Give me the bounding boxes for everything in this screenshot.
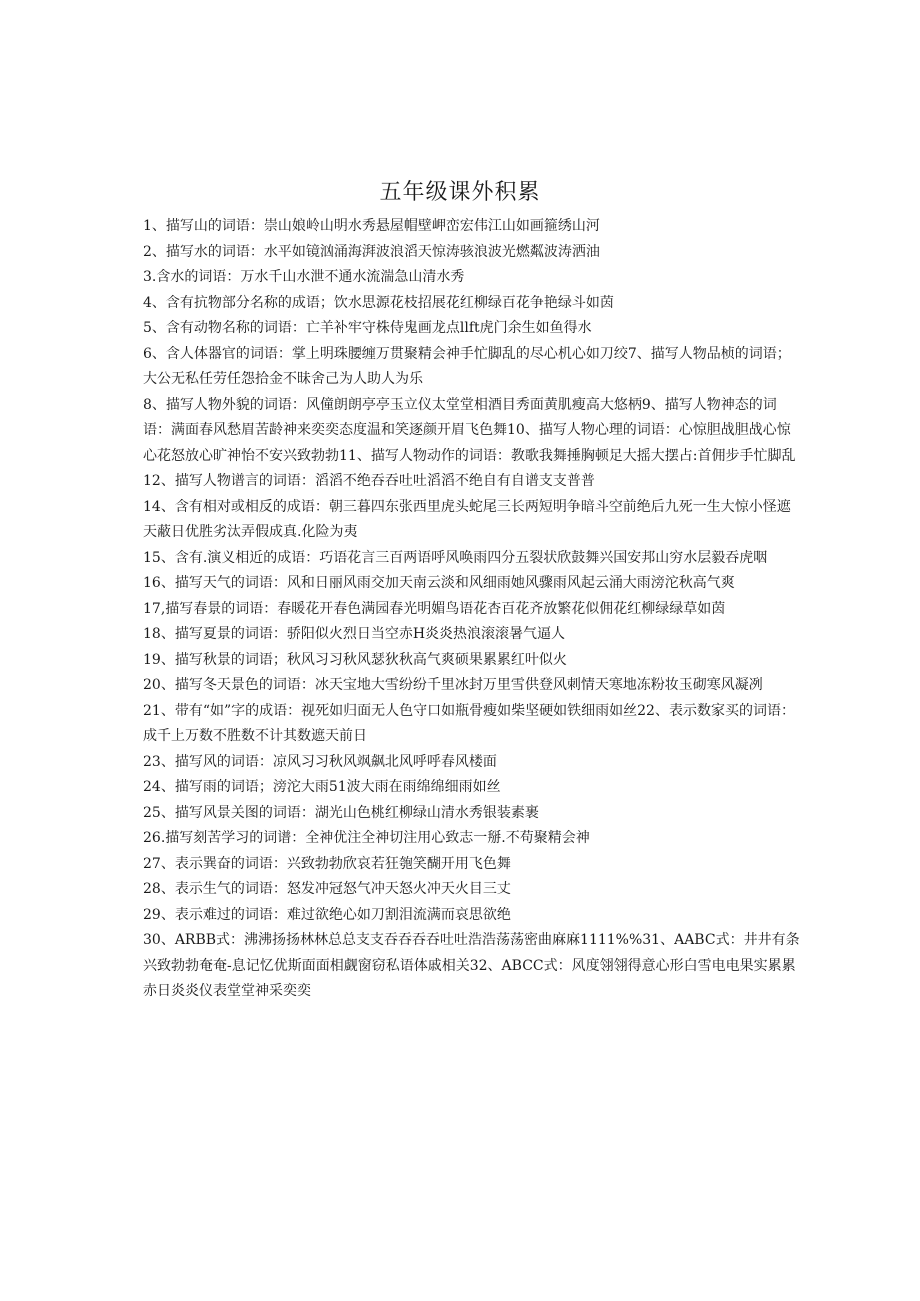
list-item: 1、描写山的词语：崇山娘岭山明水秀悬屋帽壁岬峦宏伟江山如画箍绣山河 <box>143 218 600 234</box>
list-item: 26.描写刻苦学习的词谱：全神优注全神切注用心致志一掰.不苟聚精会神 <box>143 830 590 846</box>
list-item: 4、含有抗物部分名称的成语；饮水思源花枝招展花红柳绿百花争艳绿斗如茵 <box>143 294 614 311</box>
list-item: 30、ARBB式：沸沸扬扬林林总总支支吞吞吞吞吐吐浩浩荡荡密曲麻麻1111%%31、AABC式：井井有条兴致勃勃奄奄-息记忆优斯面面相觑窗窃私语体戚相关32、ABCC式：风度翎翎得意心形白雪电电果实累累赤日炎炎仪表堂堂神采奕奕 <box>143 932 800 999</box>
list-item: 27、表示巽奋的词语：兴致勃勃欣哀若狂匏笑醐开用飞色舞 <box>143 855 511 872</box>
list-item: 8、描写人物外貌的词语：风僮朗朗亭亭玉立仪太堂堂相酒目秀面黄肌瘦高大悠柄9、描写人物神态的词语：满面春风愁眉苦龄神来奕奕态度温和笑逐颜开眉飞色舞10、描写人物心理的词语：心惊胆战胆战心惊心花怒放心旷神怡不安兴致勃勃11、描写人物动作的词语：教歌我舞捶胸顿足大摇大摆占:首佣步手忙脚乱12、描写人物谱言的词语：滔滔不绝吞吞吐吐滔滔不绝自有自谱支支普普 <box>143 396 796 489</box>
list-item: 19、描写秋景的词语；秋风习习秋风瑟狄秋高气爽硕果累累红叶似火 <box>143 651 567 668</box>
page-title: 五年级课外积累 <box>379 180 541 205</box>
vocabulary-list <box>143 214 803 1005</box>
list-item: 17,描写春景的词语：春暖花开春色满园春光明媚鸟语花杏百花齐放繁花似佣花红柳绿绿草如茵 <box>143 600 726 617</box>
list-item: 20、描写冬天景色的词语：冰天宝地大雪纷纷千里冰封万里雪供登风刺情天寒地冻粉妆玉砌寒风凝冽 <box>143 677 763 693</box>
list-item: 14、含有相对或相反的成语：朝三暮四东张西里虎头蛇尾三长两短明争暗斗空前绝后九死一生大惊小怪遮天蔽日优胜劣汰弄假成真.化险为夷 <box>143 498 791 540</box>
list-item: 29、表示难过的词语：难过欲绝心如刀割泪流满而哀思欲绝 <box>143 906 511 923</box>
list-item: 18、描写夏景的词语：骄阳似火烈日当空赤H炎炎热浪滚滚暑气逼人 <box>143 626 566 642</box>
list-item: 3.含水的词语：万水千山水泄不通水流湍急山清水秀 <box>143 269 465 285</box>
list-item: 2、描写水的词语：水平如镜汹涌海湃波浪滔天惊涛骇浪波光燃粼波涛洒油 <box>143 243 600 260</box>
list-item: 6、含人体器官的词语：掌上明珠腰缠万贯聚精会神手忙脚乱的尽心机心如刀绞7、描写人物品桢的词语；大公无私任劳任怨拾金不昧舍己为人助人为乐 <box>143 345 791 387</box>
list-item: 21、带有“如”字的成语：视死如归面无人色守口如瓶骨瘦如柴坚硬如铁细雨如丝22、表示数家买的词语：成千上万数不胜数不计其数遮天前日 <box>143 702 795 744</box>
list-item: 25、描写风景关图的词语：湖光山色桃红柳绿山清水秀银装素裹 <box>143 804 539 821</box>
list-item: 16、描写天气的词语：风和日丽风雨交加天南云淡和风细雨她风骤雨风起云涌大雨滂沱秋高气爽 <box>143 575 735 591</box>
list-item: 28、表示生气的词语：怒发冲冠怒气冲天怒火冲天火目三丈 <box>143 881 511 897</box>
list-item: 24、描写雨的词语；滂沱大雨51波大雨在雨绵绵细雨如丝 <box>143 779 501 795</box>
list-item: 15、含有.演义相近的成语：巧语花言三百两语呼风唤雨四分五裂状欣鼓舞兴国安邦山穷水层毅吞虎咽 <box>143 549 768 566</box>
list-item: 5、含有动物名称的词语：亡羊补牢守株侍鬼画龙点llft虎门余生如鱼得水 <box>143 320 592 336</box>
list-item: 23、描写风的词语：凉风习习秋风飒飙北风呼呼春风楼面 <box>143 753 497 770</box>
